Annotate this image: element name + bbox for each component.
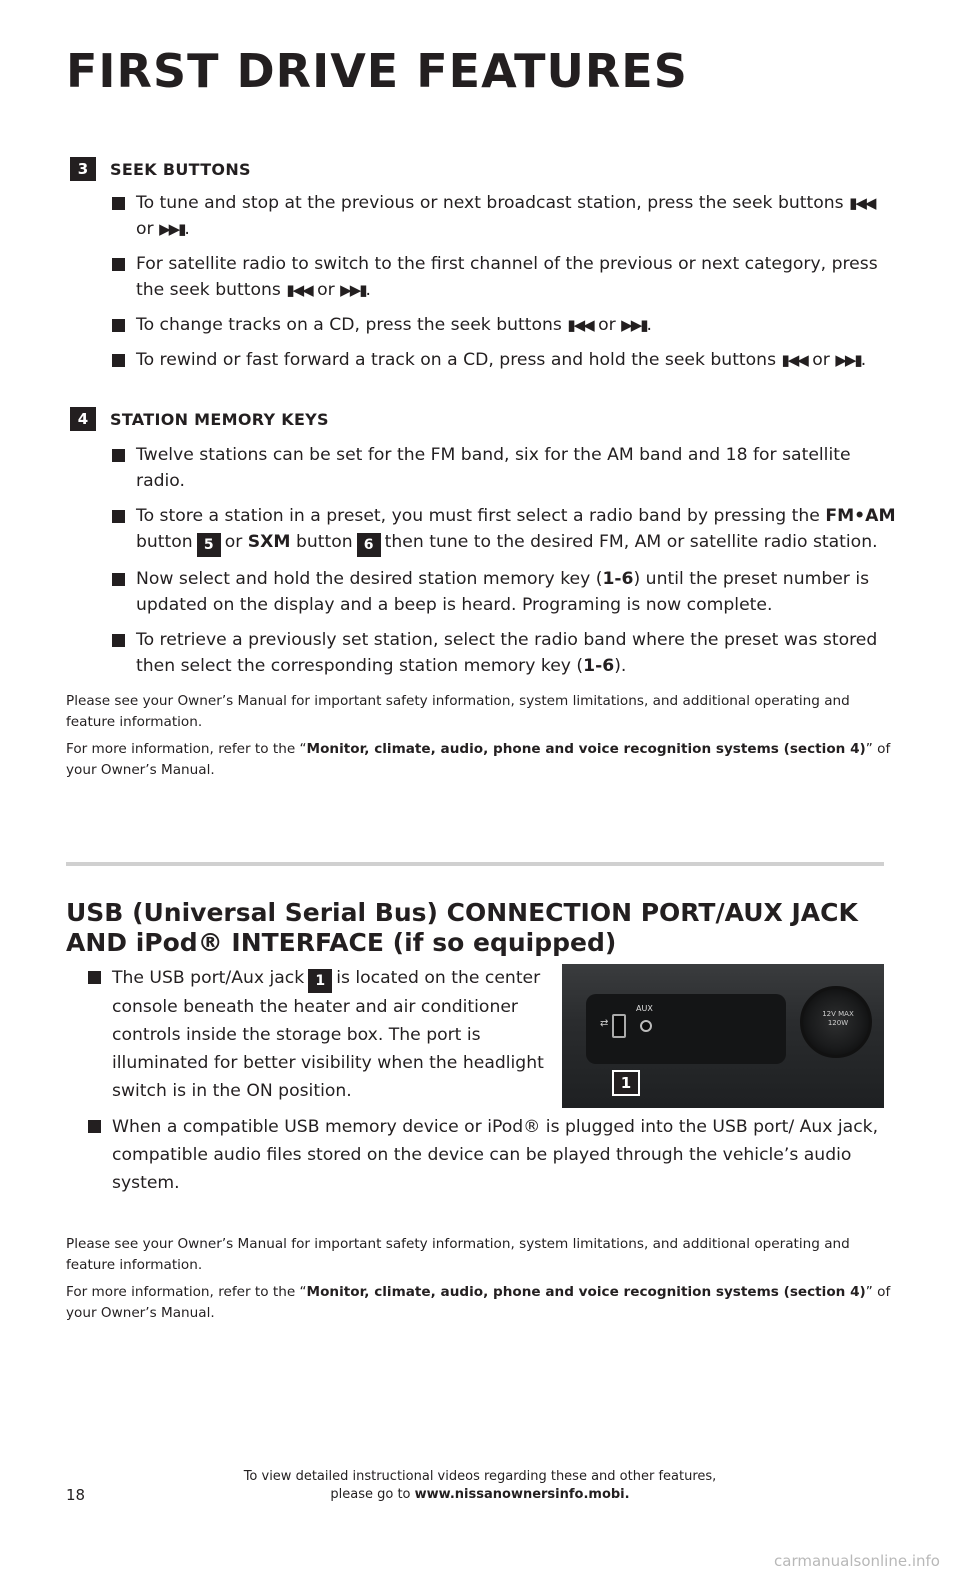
list-item: To tune and stop at the previous or next broadcast station, press the seek buttons ▮◀◀ or ▶▶▮. (66, 190, 896, 242)
photo-callout-badge: 1 (612, 1070, 640, 1096)
list-item: For satellite radio to switch to the first channel of the previous or next category, press the seek buttons ▮◀◀ or ▶▶▮. (66, 251, 896, 303)
section-divider (66, 862, 884, 866)
list-item: To rewind or fast forward a track on a CD, press and hold the seek buttons ▮◀◀ or ▶▶▮. (66, 347, 896, 373)
callout-badge: 3 (70, 157, 96, 181)
seek-back-icon: ▮◀◀ (781, 351, 807, 369)
bullet-square-icon (112, 197, 125, 210)
usb-symbol-icon: ⇄ (600, 1018, 609, 1029)
seek-forward-icon: ▶▶▮ (159, 220, 185, 238)
station-memory-section (66, 406, 896, 781)
list-item: Twelve stations can be set for the FM band, six for the AM band and 18 for satellite radio. (66, 442, 896, 494)
callout-badge: 5 (197, 533, 221, 557)
watermark: carmanualsonline.info (774, 1552, 940, 1570)
bullet-square-icon (112, 573, 125, 586)
seek-forward-icon: ▶▶▮ (621, 316, 647, 334)
seek-forward-icon: ▶▶▮ (340, 281, 366, 299)
list-item: The USB port/Aux jack 1 is located on the center console beneath the heater and air conditioner controls inside the storage box. The port is illuminated for better visibility when the headlight switch is in the ON position. (42, 964, 546, 1105)
bullet-square-icon (112, 258, 125, 271)
list-item: To retrieve a previously set station, select the radio band where the preset was stored then select the corresponding station memory key (1-6). (66, 627, 896, 679)
seek-buttons-section (66, 156, 896, 373)
footer-note: To view detailed instructional videos regarding these and other features, please go to www.nissanownersinfo.mobi. (243, 1469, 717, 1502)
callout-badge: 6 (357, 533, 381, 557)
bullet-square-icon (112, 354, 125, 367)
bullet-square-icon (88, 1120, 101, 1133)
bullet-square-icon (112, 319, 125, 332)
seek-bullet-list (66, 190, 896, 373)
seek-back-icon: ▮◀◀ (567, 316, 593, 334)
bullet-square-icon (112, 510, 125, 523)
list-item: To store a station in a preset, you must first select a radio band by pressing the FM•AM button 5 or SXM button 6 then tune to the desired FM, AM or satellite radio station. (66, 503, 896, 557)
page-title: FIRST DRIVE FEATURES (66, 44, 688, 98)
usb-notes (66, 1234, 896, 1324)
seek-forward-icon: ▶▶▮ (835, 351, 861, 369)
callout-badge: 4 (70, 407, 96, 431)
section-subtitle: SEEK BUTTONS (110, 159, 251, 179)
seek-buttons-heading (70, 156, 896, 182)
safety-note: Please see your Owner’s Manual for important safety information, system limitations, and additional operating and feature information. (66, 1236, 850, 1273)
memory-bullet-list (66, 442, 896, 679)
manual-reference: For more information, refer to the “Monitor, climate, audio, phone and voice recognition systems (section 4)” of your Owner’s Manual. (66, 1284, 891, 1321)
list-item: Now select and hold the desired station memory key (1-6) until the preset number is updated on the display and a beep is heard. Programing is now complete. (66, 566, 896, 618)
usb-bullet-list (42, 964, 902, 1197)
safety-note: Please see your Owner’s Manual for important safety information, system limitations, and additional operating and feature information. (66, 693, 850, 730)
station-memory-heading (70, 406, 896, 432)
list-item: When a compatible USB memory device or iPod® is plugged into the USB port/ Aux jack, compatible audio files stored on the device can be played through the vehicle’s audio system. (42, 1113, 902, 1197)
callout-badge: 1 (308, 969, 332, 993)
seek-back-icon: ▮◀◀ (286, 281, 312, 299)
power-socket-label: 12V MAX 120W (822, 1010, 854, 1027)
page-number: 18 (66, 1486, 86, 1504)
bullet-square-icon (112, 634, 125, 647)
bullet-square-icon (112, 449, 125, 462)
seek-back-icon: ▮◀◀ (849, 194, 875, 212)
aux-label: AUX (636, 1004, 653, 1013)
list-item: To change tracks on a CD, press the seek buttons ▮◀◀ or ▶▶▮. (66, 312, 896, 338)
section-subtitle: STATION MEMORY KEYS (110, 409, 329, 429)
usb-section-title: USB (Universal Serial Bus) CONNECTION PORT/AUX JACK AND iPod® INTERFACE (if so equipped) (66, 898, 858, 957)
owners-info-link[interactable]: www.nissanownersinfo.mobi. (414, 1487, 630, 1502)
bullet-square-icon (88, 971, 101, 984)
manual-reference: For more information, refer to the “Monitor, climate, audio, phone and voice recognition systems (section 4)” of your Owner’s Manual. (66, 741, 891, 778)
